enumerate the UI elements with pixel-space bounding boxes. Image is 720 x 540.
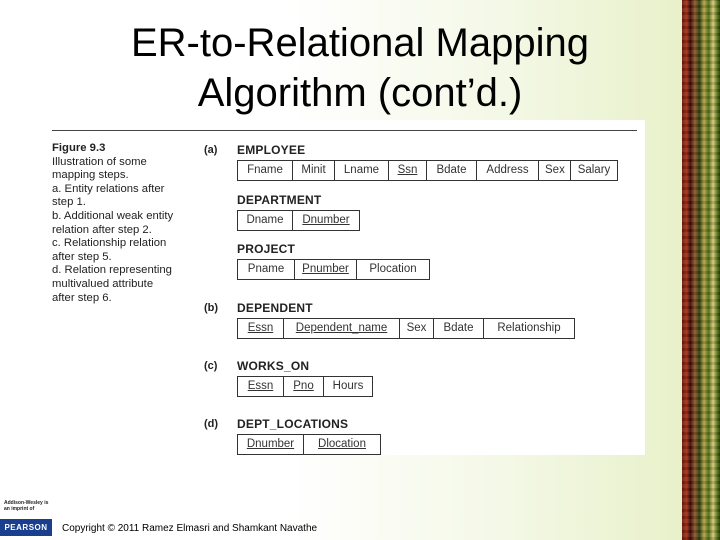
attribute-cell: Relationship [497,322,561,334]
attribute-cell: Salary [577,164,611,176]
slide-title-line-2: Algorithm (cont’d.) [197,71,523,115]
relation-table-department [237,210,360,231]
pearson-logo: PEARSON [0,519,52,536]
slide-title-line-1: ER-to-Relational Mapping [130,21,589,65]
attribute-cell: Address [477,161,539,180]
caption-line: multivalued attribute [52,277,154,290]
figure-label: Figure 9.3 [52,142,106,154]
figure-top-rule [52,130,637,131]
part-label-c: (c) [204,360,218,372]
attribute-cell: Bdate [434,319,484,338]
primary-key-cell: Dependent_name [284,319,400,338]
slide-title [60,18,660,118]
primary-key-cell: Pno [284,377,324,396]
primary-key-cell: Dlocation [318,438,366,450]
primary-key-cell: Ssn [389,161,427,180]
figure-panel [42,120,645,455]
primary-key-cell: Pnumber [295,260,357,279]
attribute-cell: Pname [238,260,295,279]
attribute-cell: Minit [293,161,335,180]
primary-key-cell: Dnumber [302,214,350,226]
relation-name-dependent: DEPENDENT [237,301,313,315]
caption-line: Illustration of some [52,155,147,168]
part-label-b: (b) [204,302,219,314]
figure-caption [52,142,202,305]
relation-name-project: PROJECT [237,242,296,256]
caption-line: b. Additional weak entity [52,209,174,222]
caption-line: a. Entity relations after [52,182,165,195]
part-label-a: (a) [204,144,218,156]
primary-key-cell: Dnumber [238,435,304,454]
decorative-side-strip [682,0,720,540]
relation-name-employee: EMPLOYEE [237,143,306,157]
relation-name-dept-locations: DEPT_LOCATIONS [237,417,349,431]
caption-line: after step 6. [52,291,112,304]
caption-line: after step 5. [52,250,112,263]
relation-table-employee [237,160,618,181]
caption-line: c. Relationship relation [52,237,167,250]
relation-table-dept-locations [237,434,381,455]
attribute-cell: Plocation [369,263,417,275]
attribute-cell: Bdate [427,161,477,180]
attribute-cell: Sex [539,161,571,180]
relation-table-project [237,259,430,280]
attribute-cell: Dname [238,211,293,230]
copyright-text: Copyright © 2011 Ramez Elmasri and Shamkant Navathe [62,523,318,534]
primary-key-cell: Essn [238,319,284,338]
attribute-cell: Sex [400,319,434,338]
attribute-cell: Hours [332,380,364,392]
caption-line: mapping steps. [52,169,129,182]
primary-key-cell: Essn [238,377,284,396]
attribute-cell: Fname [238,161,293,180]
caption-line: d. Relation representing [52,264,172,277]
caption-line: step 1. [52,196,86,209]
attribute-cell: Lname [335,161,389,180]
publisher-logo: Addison-Wesley is an imprint of [4,500,49,512]
caption-line: relation after step 2. [52,223,152,236]
relation-table-dependent [237,318,575,339]
relation-name-department: DEPARTMENT [237,193,322,207]
relation-name-works-on: WORKS_ON [237,359,310,373]
relation-table-works-on [237,376,373,397]
part-label-d: (d) [204,418,219,430]
